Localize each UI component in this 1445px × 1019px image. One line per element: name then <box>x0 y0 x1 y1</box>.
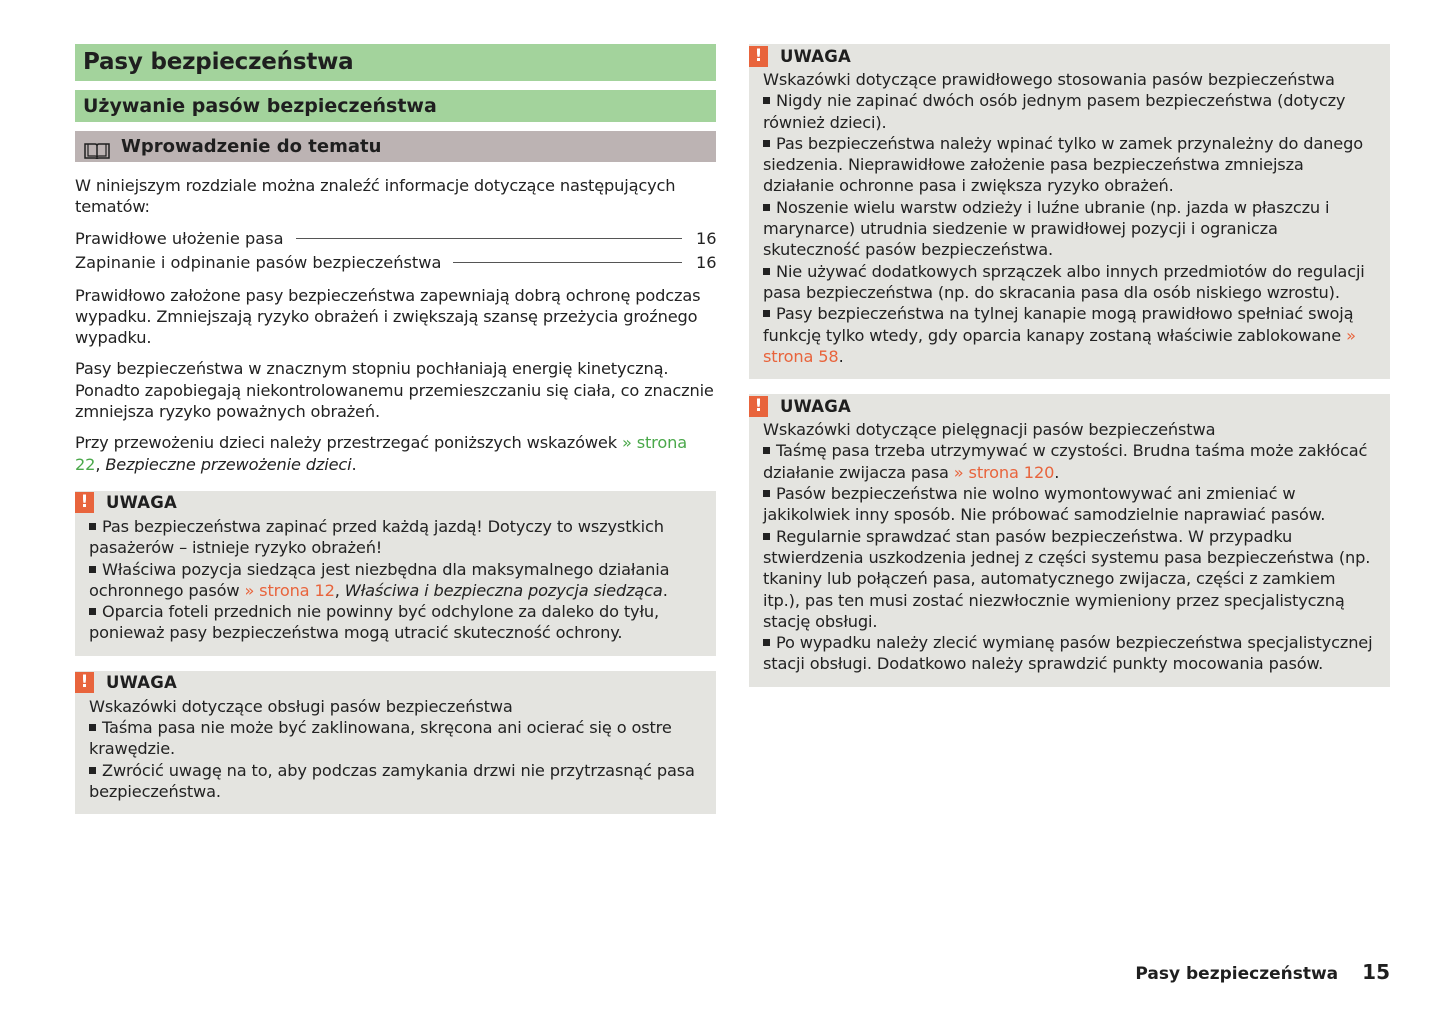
warning-item: Pas bezpieczeństwa należy wpinać tylko w zamek przynależny do danego siedzenia. Nieprawidłowe założenie pasa bezpieczeństwa zmniejsza działanie ochronne pasa i zwiększa ryzyko obrażeń. <box>763 133 1376 197</box>
right-column <box>749 44 1390 687</box>
page-link[interactable]: » strona 120 <box>953 462 1055 482</box>
warning-item: Taśma pasa nie może być zaklinowana, skręcona ani ocierać się o ostre krawędzie. <box>89 717 702 760</box>
topic-item[interactable] <box>75 251 716 275</box>
warning-body <box>763 69 1376 367</box>
warning-item: Nigdy nie zapinać dwóch osób jednym pasem bezpieczeństwa (dotyczy również dzieci). <box>763 90 1376 133</box>
warning-item: Regularnie sprawdzać stan pasów bezpieczeństwa. W przypadku stwierdzenia uszkodzenia jednej z części systemu pasa bezpieczeństwa (np. tkaniny lub połączeń pasa, automatycznego zwijacza, części z zamkiem itp.), pas ten musi zostać niezwłocznie wymieniony przez specjalistyczną stację obsługi. <box>763 526 1376 632</box>
subsection-heading-text: Wprowadzenie do tematu <box>121 136 382 157</box>
warning-box <box>749 394 1390 687</box>
warning-header <box>749 394 1376 418</box>
children-paragraph: Przy przewożeniu dzieci należy przestrzegać poniższych wskazówek » strona 22, Bezpieczne przewożenie dzieci. <box>75 433 687 474</box>
warning-header <box>75 671 702 695</box>
warning-item: Noszenie wielu warstw odzieży i luźne ubranie (np. jazda w płaszczu i marynarce) utrudnia siedzenie w prawidłowej pozycji i ogranicza skuteczność pasów bezpieczeństwa. <box>763 197 1376 261</box>
warning-item: Oparcia foteli przednich nie powinny być odchylone za daleko do tyłu, ponieważ pasy bezpieczeństwa mogą utracić skuteczność ochrony. <box>89 601 702 644</box>
warning-box <box>75 671 716 814</box>
footer-section-title: Pasy bezpieczeństwa <box>1135 964 1339 984</box>
page-link[interactable]: » strona 12 <box>244 580 335 600</box>
exclamation-icon: ! <box>75 492 94 513</box>
topic-label: Prawidłowe ułożenie pasa <box>75 228 284 248</box>
topic-page: 16 <box>696 228 717 248</box>
warning-body <box>89 516 702 644</box>
warning-intro: Wskazówki dotyczące obsługi pasów bezpieczeństwa <box>89 696 513 716</box>
warning-header <box>749 44 1376 68</box>
warning-item: Po wypadku należy zlecić wymianę pasów bezpieczeństwa specjalistycznej stacji obsługi. Dodatkowo należy sprawdzić punkty mocowania pasów. <box>763 632 1376 675</box>
warning-body <box>763 419 1376 675</box>
exclamation-icon: ! <box>75 672 94 693</box>
warning-item: Nie używać dodatkowych sprzączek albo innych przedmiotów do regulacji pasa bezpieczeństwa (np. do skracania pasa dla osób niskiego wzrostu). <box>763 261 1376 304</box>
section-heading: Używanie pasów bezpieczeństwa <box>75 90 716 122</box>
warning-item: Pas bezpieczeństwa zapinać przed każdą jazdą! Dotyczy to wszystkich pasażerów – istnieje ryzyko obrażeń! <box>89 516 702 559</box>
topic-label: Zapinanie i odpinanie pasów bezpieczeństwa <box>75 252 442 272</box>
warning-intro: Wskazówki dotyczące prawidłowego stosowania pasów bezpieczeństwa <box>763 70 1335 89</box>
warning-header <box>75 491 702 515</box>
warning-title: UWAGA <box>780 396 851 416</box>
left-column <box>75 44 716 814</box>
page-number: 15 <box>1362 960 1390 984</box>
warning-item: Pasy bezpieczeństwa na tylnej kanapie mogą prawidłowo spełniać swoją funkcję tylko wtedy, gdy oparcia kanapy zostaną właściwie zablokowane » strona 58. <box>763 303 1376 367</box>
page-footer <box>1135 960 1390 984</box>
subsection-heading <box>75 131 716 162</box>
warning-box <box>75 491 716 656</box>
warning-title: UWAGA <box>106 673 177 693</box>
topic-item[interactable] <box>75 227 716 251</box>
leader-line <box>296 238 682 239</box>
warning-body <box>89 696 702 802</box>
warning-title: UWAGA <box>106 493 177 513</box>
page-link[interactable]: » strona 58 <box>763 325 1356 366</box>
page-link[interactable]: » strona 22 <box>75 433 687 474</box>
exclamation-icon: ! <box>749 396 768 417</box>
warning-item: Zwrócić uwagę na to, aby podczas zamykania drzwi nie przytrzasnąć pasa bezpieczeństwa. <box>89 760 702 803</box>
paragraph: Prawidłowo założone pasy bezpieczeństwa zapewniają dobrą ochronę podczas wypadku. Zmniejszają ryzyko obrażeń i zwiększają szansę przeżycia groźnego wypadku. <box>75 285 701 348</box>
warning-title: UWAGA <box>780 46 851 66</box>
warning-item: Taśmę pasa trzeba utrzymywać w czystości. Brudna taśma może zakłócać działanie zwijacza pasa » strona 120. <box>763 440 1376 483</box>
intro-text: W niniejszym rozdziale można znaleźć informacje dotyczące następujących tematów: <box>75 176 676 217</box>
warning-item: Właściwa pozycja siedząca jest niezbędna dla maksymalnego działania ochronnego pasów » strona 12, Właściwa i bezpieczna pozycja siedząca. <box>89 559 702 602</box>
warning-box <box>749 44 1390 379</box>
warning-intro: Wskazówki dotyczące pielęgnacji pasów bezpieczeństwa <box>763 420 1216 440</box>
warning-item: Pasów bezpieczeństwa nie wolno wymontowywać ani zmieniać w jakikolwiek inny sposób. Nie próbować samodzielnie naprawiać pasów. <box>763 483 1376 526</box>
paragraph: Pasy bezpieczeństwa w znacznym stopniu pochłaniają energię kinetyczną. Ponadto zapobiegają niekontrolowanemu przemieszczaniu się ciała, co znacznie zmniejsza ryzyko poważnych obrażeń. <box>75 359 714 422</box>
cross-reference-title: Bezpieczne przewożenie dzieci <box>105 454 352 474</box>
chapter-heading: Pasy bezpieczeństwa <box>75 44 716 81</box>
exclamation-icon: ! <box>749 46 768 67</box>
leader-line <box>453 262 682 263</box>
topic-page: 16 <box>696 252 717 272</box>
topic-list <box>75 227 716 275</box>
cross-reference-title: Właściwa i bezpieczna pozycja siedząca <box>344 580 663 600</box>
open-book-icon <box>83 138 111 156</box>
